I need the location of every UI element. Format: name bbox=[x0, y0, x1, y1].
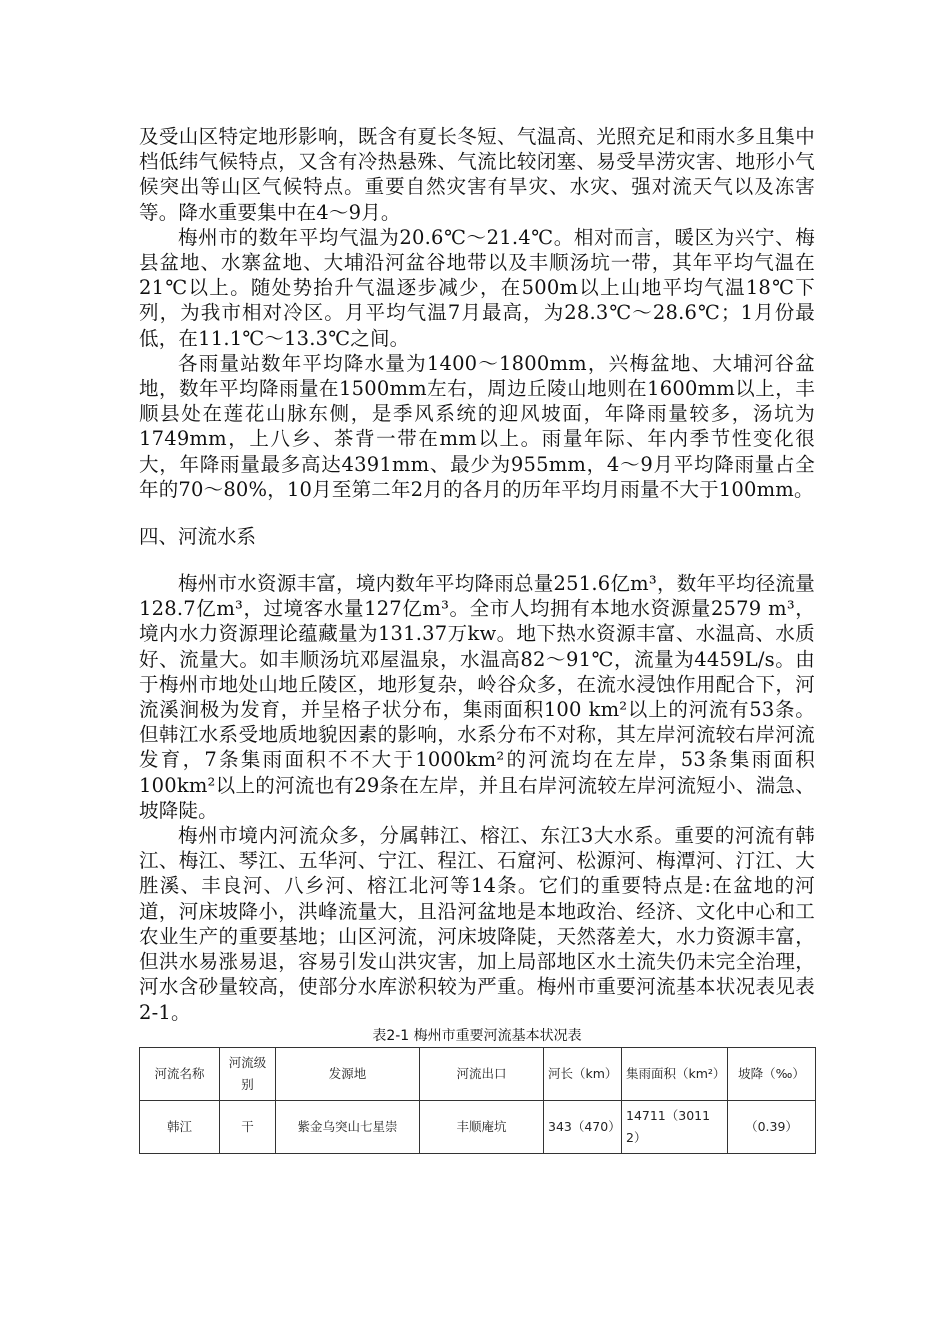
river-table bbox=[139, 1047, 816, 1154]
table-header-row bbox=[140, 1047, 816, 1100]
paragraph-precipitation: 各雨量站数年平均降水量为1400～1800mm，兴梅盆地、大埔河谷盆地，数年平均降雨量在1500mm左右，周边丘陵山地则在1600mm以上，丰顺县处在莲花山脉东侧，是季风系统的迎风坡面，年降雨量较多，汤坑为1749mm，上八乡、茶背一带在mm以上。雨量年际、年内季节性变化很大，年降雨量最多高达4391mm、最少为955mm，4～9月平均降雨量占全年的70～80%，10月至第二年2月的各月的历年平均月雨量不大于100mm。 bbox=[139, 351, 815, 501]
paragraph-temperature: 梅州市的数年平均气温为20.6℃～21.4℃。相对而言，暖区为兴宁、梅县盆地、水寨盆地、大埔沿河盆谷地带以及丰顺汤坑一带，其年平均气温在21℃以上。随处势抬升气温逐步减少，在500m以上山地平均气温18℃下列，为我市相对冷区。月平均气温7月最高，为28.3℃～28.6℃；1月份最低，在11.1℃～13.3℃之间。 bbox=[139, 225, 815, 350]
cell-river-name: 韩江 bbox=[140, 1100, 220, 1153]
cell-length: 343（470） bbox=[544, 1100, 622, 1153]
header-gradient: 坡降（‰） bbox=[728, 1047, 816, 1100]
table-caption: 表2-1 梅州市重要河流基本状况表 bbox=[372, 1027, 582, 1044]
header-catchment-area: 集雨面积（km²） bbox=[622, 1047, 728, 1100]
header-river-level: 河流级别 bbox=[220, 1047, 276, 1100]
paragraph-water-resources: 梅州市水资源丰富，境内数年平均降雨总量251.6亿m³，数年平均径流量128.7亿m³，过境客水量127亿m³。全市人均拥有本地水资源量2579 m³，境内水力资源理论蕴藏量为131.37万kw。地下热水资源丰富、水温高、水质好、流量大。如丰顺汤坑邓屋温泉，水温高82～91℃，流量为4459L/s。由于梅州市地处山地丘陵区，地形复杂，岭谷众多，在流水浸蚀作用配合下，河流溪涧极为发育，并呈格子状分布，集雨面积100 km²以上的河流有53条。但韩江水系受地质地貌因素的影响，水系分布不对称，其左岸河流较右岸河流发育，7条集雨面积不不大于1000km²的河流均在左岸，53条集雨面积100km²以上的河流也有29条在左岸，并且右岸河流较左岸河流短小、湍急、坡降陡。 bbox=[139, 572, 815, 822]
header-outlet: 河流出口 bbox=[420, 1047, 544, 1100]
paragraph-river-systems: 梅州市境内河流众多，分属韩江、榕江、东江3大水系。重要的河流有韩江、梅江、琴江、五华河、宁江、程江、石窟河、松源河、梅潭河、汀江、大胜溪、丰良河、八乡河、榕江北河等14条。它们的重要特点是:在盆地的河道，河床坡降小，洪峰流量大，且沿河盆地是本地政治、经济、文化中心和工农业生产的重要基地；山区河流，河床坡降陡，天然落差大，水力资源丰富，但洪水易涨易退，容易引发山洪灾害，加上局部地区水土流失仍未完全治理，河水含砂量较高，使部分水库淤积较为严重。梅州市重要河流基本状况表见表2-1。 bbox=[139, 824, 815, 1024]
cell-catchment-area: 14711（30112） bbox=[622, 1100, 728, 1153]
cell-river-level: 干 bbox=[220, 1100, 276, 1153]
document-page bbox=[139, 124, 815, 1154]
table-row bbox=[140, 1100, 816, 1153]
cell-gradient: （0.39） bbox=[728, 1100, 816, 1153]
header-length: 河长（km） bbox=[544, 1047, 622, 1100]
section-heading: 四、河流水系 bbox=[139, 525, 257, 549]
header-river-name: 河流名称 bbox=[140, 1047, 220, 1100]
cell-outlet: 丰顺庵坑 bbox=[420, 1100, 544, 1153]
paragraph-climate-features: 及受山区特定地形影响，既含有夏长冬短、气温高、光照充足和雨水多且集中档低纬气候特点，又含有冷热悬殊、气流比较闭塞、易受旱涝灾害、地形小气候突出等山区气候特点。重要自然灾害有旱灾、水灾、强对流天气以及冻害等。降水重要集中在4～9月。 bbox=[139, 125, 815, 224]
header-source: 发源地 bbox=[276, 1047, 420, 1100]
cell-source: 紫金乌突山七星崇 bbox=[276, 1100, 420, 1153]
